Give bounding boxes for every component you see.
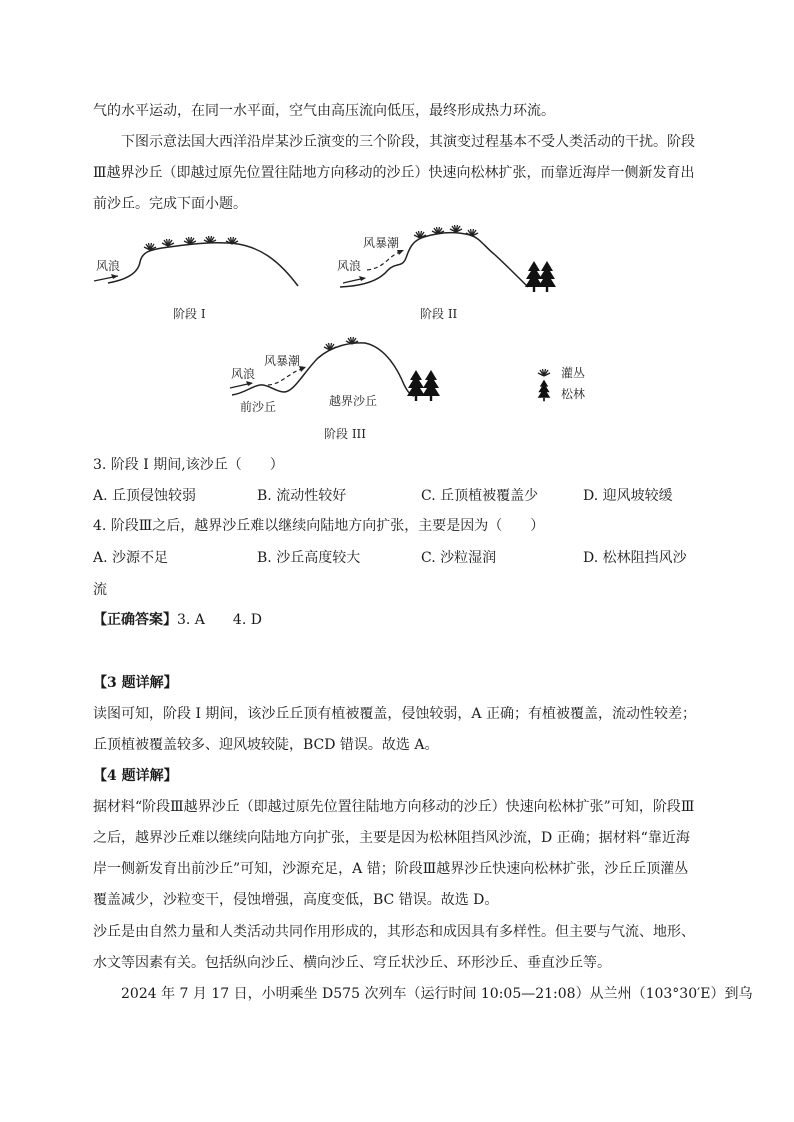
answer-value: 3. A 4. D	[177, 612, 262, 628]
paragraph-material-line-3: 前沙丘。完成下面小题。	[93, 196, 247, 212]
stage-3-pine-icon-2	[422, 370, 440, 401]
pine-icon	[538, 380, 551, 402]
detail-3-title: 【3 题详解】	[93, 675, 178, 691]
paragraph-material-line-2: Ⅲ越界沙丘（即越过原先位置往陆地方向移动的沙丘）快速向松林扩张，而靠近海岸一侧新发育出	[93, 165, 695, 181]
detail-3-line-2: 丘顶植被覆盖较多、迎风坡较陡，BCD 错误。故选 A。	[93, 737, 439, 753]
question-4-option-d: D. 松林阻挡风沙	[583, 550, 687, 566]
question-3-option-d: D. 迎风坡较缓	[583, 488, 673, 504]
figure-legend	[538, 365, 585, 401]
stage-2-wind-wave-label: 风浪	[337, 259, 362, 273]
question-4-stem: 4. 阶段Ⅲ之后，越界沙丘难以继续向陆地方向扩张，主要是因为（ ）	[93, 518, 545, 534]
question-4-option-b: B. 沙丘高度较大	[257, 550, 361, 566]
paragraph-material-line-1: 下图示意法国大西洋沿岸某沙丘演变的三个阶段，其演变过程基本不受人类活动的干扰。阶段	[121, 134, 695, 150]
question-4-option-c: C. 沙粒湿润	[421, 550, 497, 566]
answer-label: 【正确答案】	[93, 612, 177, 628]
legend-pine-label: 松林	[561, 387, 586, 401]
legend-shrub-label: 灌丛	[561, 366, 586, 380]
stage-3-diagram	[230, 337, 440, 441]
detail-4-title: 【4 题详解】	[93, 768, 178, 784]
detail-4-line-3: 岸一侧新发育出前沙丘”可知，沙源充足，A 错；阶段Ⅲ越界沙丘快速向松林扩张，沙丘丘顶灌丛	[93, 861, 689, 877]
paragraph-intro-line: 气的水平运动，在同一水平面，空气由高压流向低压，最终形成热力环流。	[93, 103, 555, 119]
stage-1-caption: 阶段 I	[173, 307, 206, 321]
question-3-stem: 3. 阶段 I 期间,该沙丘（ ）	[93, 457, 284, 473]
stage-3-over-dune-label: 越界沙丘	[329, 394, 378, 408]
answer-line	[93, 610, 262, 630]
extra-paragraph-line-2: 水文等因素有关。包括纵向沙丘、横向沙丘、穹丘状沙丘、环形沙丘、垂直沙丘等。	[93, 955, 611, 971]
stage-3-storm-tide-label: 风暴潮	[264, 354, 301, 368]
stage-3-caption: 阶段 III	[324, 427, 367, 441]
dune-evolution-figure	[0, 0, 794, 460]
stage-3-wind-wave-label: 风浪	[231, 367, 256, 381]
stage-2-diagram	[337, 225, 556, 321]
extra-paragraph-line-1: 沙丘是由自然力量和人类活动共同作用形成的，其形态和成因具有多样性。但主要与气流、地形、	[93, 924, 695, 940]
detail-4-line-1: 据材料“阶段Ⅲ越界沙丘（即越过原先位置往陆地方向移动的沙丘）快速向松林扩张”可知，阶段Ⅲ	[93, 799, 695, 815]
question-4-option-d-continuation: 流	[93, 582, 107, 598]
stage-2-storm-tide-label: 风暴潮	[363, 236, 400, 250]
stage-2-caption: 阶段 II	[420, 307, 458, 321]
stage-2-pine-icon-1	[525, 261, 543, 292]
stage-1-diagram	[94, 236, 298, 321]
stage-1-wind-wave-label: 风浪	[96, 259, 121, 273]
question-3-option-c: C. 丘顶植被覆盖少	[421, 488, 539, 504]
detail-4-line-2: 之后，越界沙丘难以继续向陆地方向扩张，主要是因为松林阻挡风沙流，D 正确；据材料“靠近海	[93, 830, 690, 846]
shrub-icon	[538, 369, 550, 376]
stage-2-pine-icon-2	[538, 261, 556, 292]
question-4-option-a: A. 沙源不足	[93, 550, 169, 566]
stage-3-pine-icon-1	[407, 370, 425, 401]
question-3-option-a: A. 丘顶侵蚀较弱	[93, 488, 197, 504]
extra-paragraph-line-3: 2024 年 7 月 17 日，小明乘坐 D575 次列车（运行时间 10:05—21:08）从兰州（103°30′E）到乌	[121, 986, 753, 1002]
question-3-option-b: B. 流动性较好	[257, 488, 347, 504]
stage-3-fore-dune-label: 前沙丘	[240, 400, 277, 414]
detail-3-line-1: 读图可知，阶段 I 期间，该沙丘丘顶有植被覆盖，侵蚀较弱，A 正确；有植被覆盖，流动性较差；	[93, 706, 696, 722]
detail-4-line-4: 覆盖减少，沙粒变干，侵蚀增强，高度变低，BC 错误。故选 D。	[93, 892, 499, 908]
